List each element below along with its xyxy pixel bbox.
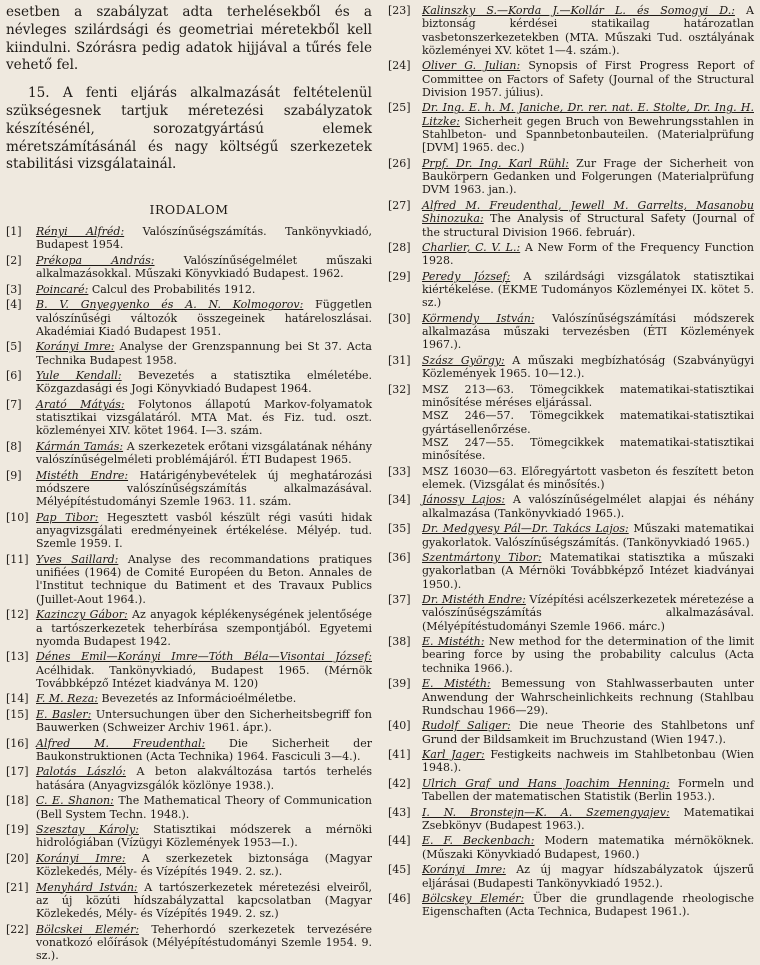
reference-item (388, 312, 754, 352)
reference-author: Karl Jager: (422, 748, 485, 762)
reference-item (6, 692, 372, 705)
reference-body (36, 650, 372, 690)
reference-item (6, 340, 372, 367)
reference-number: [38] (388, 635, 411, 649)
reference-item (6, 737, 372, 764)
reference-author: Ulrich Graf und Hans Joachim Henning: (422, 776, 670, 790)
reference-text: Untersuchungen über den Sicherheitsbegriff fon Bauwerken (Schweizer Archiv 1961. ápr.). (36, 707, 372, 735)
reference-body (422, 465, 754, 492)
references-heading: IRODALOM (149, 202, 229, 218)
reference-text: Über die grundlagende rheologische Eigenschaften (Acta Technica, Budapest 1961.). (422, 892, 754, 919)
reference-number: [21] (6, 880, 29, 894)
reference-number: [9] (6, 468, 22, 482)
reference-item (6, 852, 372, 879)
reference-body (422, 493, 754, 520)
reference-author: Körmendy István: (422, 311, 535, 325)
reference-text: Matematikai Zsebkönyv (Budapest 1963.). (422, 805, 754, 832)
reference-item (388, 354, 754, 381)
reference-number: [20] (6, 851, 29, 865)
reference-text: A tartószerkezetek méretezési elveiről, az új közúti hídszabályzattal kapcsolatban (Magyar Közlekedés, Mély- és Vízépítés 1949. 2. sz.) (36, 880, 373, 921)
reference-body (36, 794, 372, 821)
reference-item (6, 708, 372, 735)
reference-author: Szentmártony Tibor: (422, 551, 542, 565)
reference-item (6, 369, 372, 396)
reference-body (36, 765, 372, 792)
reference-number: [45] (388, 863, 411, 877)
reference-text: Az új magyar hídszabályzatok újszerű eljárásai (Budapesti Tankönyvkiadó 1952.). (422, 863, 754, 890)
reference-author: Prpf. Dr. Ing. Karl Rühl: (422, 156, 569, 170)
reference-number: [25] (388, 101, 411, 115)
reference-author: Palotás László: (36, 765, 126, 779)
reference-item (388, 101, 754, 154)
reference-author: Szesztay Károly: (36, 823, 139, 837)
reference-body (36, 511, 372, 551)
reference-author: F. M. Reza: (36, 692, 99, 706)
reference-author: Oliver G. Julian: (422, 59, 521, 73)
reference-author: Dr. Medgyesy Pál—Dr. Takács Lajos: (422, 522, 629, 536)
reference-number: [11] (6, 552, 29, 566)
reference-item (388, 522, 754, 549)
reference-author: Kalinszky S.—Korda J.—Kollár L. és Somogyi D.: (422, 4, 735, 17)
reference-author: Rényi Alfréd: (36, 225, 125, 239)
reference-item (388, 465, 754, 492)
reference-number: [19] (6, 823, 29, 837)
reference-item (388, 677, 754, 717)
reference-item (6, 469, 372, 509)
reference-body (36, 225, 372, 252)
reference-body (422, 522, 754, 549)
reference-author: E. F. Beckenbach: (422, 834, 535, 848)
reference-author: Kármán Tamás: (36, 439, 124, 453)
reference-text: A műszaki megbízhatóság (Szabványügyi Közlemények 1965. 10—12.). (422, 353, 755, 381)
reference-item (6, 650, 372, 690)
reference-number: [33] (388, 464, 411, 478)
reference-item (6, 553, 372, 606)
reference-item (388, 157, 754, 197)
reference-author: E. Mistéth: (422, 677, 491, 691)
reference-author: Dr. Mistéth Endre: (422, 593, 526, 607)
reference-item (388, 383, 754, 463)
reference-text: Formeln und Tabellen der matematischen Statistik (Berlin 1953.). (422, 776, 754, 804)
reference-text: Vízépítési acélszerkezetek méretezése a valószínűségszámítás alkalmazásával. (Mélyépítéstudományi Szemle 1966. márc.) (422, 593, 755, 633)
reference-body (422, 777, 754, 804)
reference-item (388, 834, 754, 861)
reference-item (388, 719, 754, 746)
intro-text (6, 4, 372, 174)
reference-text: Matematikai statisztika a műszaki gyakorlatban (A Mérnöki Továbbképző Intézet kiadványai 1950.). (422, 551, 754, 591)
reference-author: Korányi Imre: (422, 863, 506, 877)
reference-text: A szerkezetek erőtani vizsgálatának néhány valószínűségelméleti problémájáról. ÉTI Budapest 1965. (36, 439, 372, 467)
reference-author: Yves Saillard: (36, 552, 119, 566)
reference-text: Határigénybevételek új meghatározási módszere valószínűségszámítás alkalmazásával. Mélyépítéstudományi Szemle 1963. 11. szám. (36, 468, 372, 509)
reference-author: Dénes Emil—Korányi Imre—Tóth Béla—Visontai József: (36, 650, 372, 664)
reference-text: A szerkezetek biztonsága (Magyar Közlekedés, Mély- és Vízépítés 1949. 2. sz.). (36, 851, 372, 879)
reference-number: [14] (6, 692, 29, 706)
reference-number: [42] (388, 776, 411, 790)
reference-body (422, 892, 754, 919)
reference-number: [6] (6, 369, 22, 383)
reference-number: [24] (388, 59, 411, 73)
reference-text: Die neue Theorie des Stahlbetons unf Grund der Bildsamkeit im Bruchzustand (Wien 1947.). (422, 719, 755, 746)
reference-author: Jánossy Lajos: (422, 493, 506, 507)
reference-item (388, 593, 754, 633)
reference-text: A biztonság kérdései statikailag határozatlan vasbetonszerkezetekben (MTA. Műszaki Tud. osztályának közleményei XV. kötet 1—4. szám.). (422, 4, 754, 57)
reference-item (6, 254, 372, 281)
reference-body (36, 254, 372, 281)
reference-item (388, 551, 754, 591)
reference-author: Rudolf Saliger: (422, 719, 511, 733)
reference-text: Analyse des recommandations pratiques unifiées (1964) de Comité Européen du Beton. Annales de l'Institut technique du Batiment et des Travaux Publics (Juillet-Aout 1964.). (36, 552, 373, 606)
reference-number: [17] (6, 765, 29, 779)
reference-body (422, 199, 754, 239)
reference-body (422, 312, 754, 352)
reference-author: B. V. Gnyegyenko és A. N. Kolmogorov: (36, 298, 304, 312)
reference-body (36, 708, 372, 735)
reference-item (6, 881, 372, 921)
reference-item (388, 806, 754, 833)
reference-number: [37] (388, 593, 411, 607)
reference-text: Az anyagok képlékenységének jelentősége a tartószerkezetek teherbírása szempontjából. Egyetemi nyomda Budapest 1942. (36, 608, 372, 648)
reference-number: [12] (6, 608, 29, 622)
left-column (6, 4, 372, 965)
reference-author: Korányi Imre: (36, 340, 115, 354)
reference-number: [46] (388, 892, 411, 906)
reference-body (422, 101, 754, 154)
reference-author: Menyhárd István: (36, 880, 138, 894)
reference-author: I. N. Bronstejn—K. A. Szemengyajev: (422, 805, 670, 819)
reference-body (36, 692, 372, 705)
reference-body (422, 834, 754, 861)
reference-number: [43] (388, 805, 411, 819)
reference-body (422, 677, 754, 717)
reference-body (422, 863, 754, 890)
reference-text: Teherhordó szerkezetek tervezésére vonatkozó előírások (Mélyépítéstudományi Szemle 1954. 9. sz.). (36, 922, 373, 963)
reference-number: [18] (6, 794, 29, 808)
reference-author: Prékopa András: (36, 253, 155, 267)
reference-text: The Analysis of Structural Safety (Journal of the structural Division 1966. február). (422, 212, 754, 239)
reference-body (422, 59, 754, 99)
reference-text: The Mathematical Theory of Communication (Bell System Techn. 1948.). (36, 794, 373, 821)
reference-author: Pap Tibor: (36, 510, 99, 524)
reference-number: [16] (6, 736, 29, 750)
intro-paragraph-2: 15. A fenti eljárás alkalmazását feltételenül szükségesnek tartjuk méretezési szabályzatok készítésénél, sorozatgyártású elemek méretszámításánál és nagy költségű szerkezetek stabilitási vizsgálatainál. (6, 85, 372, 173)
reference-author: Alfred M. Freudenthal, Jewell M. Garrelts, Masanobu Shinozuka: (422, 198, 754, 226)
reference-text: Bevezetés a statisztika elméletébe. Közgazdasági és Jogi Könyvkiadó Budapest 1964. (36, 369, 372, 396)
reference-item (6, 298, 372, 338)
reference-text: MSZ 16030—63. Előregyártott vasbeton és feszített beton elemek. (Vizsgálat és minősítés.) (422, 464, 754, 491)
reference-text: Sicherheit gegen Bruch von Bewehrungsstahlen in Stahlbeton- und Spannbetonbauteilen. (Materialprüfung [DVM] 1965. dec.) (422, 114, 754, 155)
reference-item (388, 59, 754, 99)
reference-author: Korányi Imre: (36, 851, 126, 865)
reference-number: [34] (388, 493, 411, 507)
reference-author: Yule Kendall: (36, 369, 122, 383)
reference-author: Bölcskei Elemér: (36, 922, 140, 936)
reference-number: [29] (388, 269, 411, 283)
reference-body (422, 4, 754, 57)
reference-text: Valószínűségszámítási módszerek alkalmazása műszaki tervezésben (ÉTI Közlemények 1967.). (422, 311, 754, 352)
reference-number: [44] (388, 834, 411, 848)
reference-text: A szilárdsági vizsgálatok statisztikai kiértékelése. (ÉKME Tudományos Közleményei IX. kötet 5. sz.) (422, 269, 755, 310)
reference-text: Valószínűségelmélet műszaki alkalmazásokkal. Műszaki Könyvkiadó Budapest. 1962. (36, 253, 372, 281)
reference-number: [5] (6, 340, 22, 354)
reference-author: E. Basler: (36, 707, 92, 721)
reference-text: Zur Frage der Sicherheit von Baukörpern Gedanken und Folgerungen (Materialprüfung DVM 1963. jan.). (422, 156, 754, 197)
reference-item (388, 777, 754, 804)
reference-number: [26] (388, 156, 411, 170)
reference-author: Poincaré: (36, 282, 89, 296)
reference-body (36, 608, 372, 648)
reference-author: E. Mistéth: (422, 635, 485, 649)
reference-item (388, 748, 754, 775)
reference-author: Peredy József: (422, 269, 511, 283)
reference-text: Die Sicherheit der Baukonstruktionen (Acta Technika) 1964. Fasciculi 3—4.). (36, 736, 372, 763)
reference-list-right (388, 4, 754, 919)
reference-number: [13] (6, 650, 29, 664)
reference-number: [2] (6, 253, 22, 267)
reference-author: Mistéth Endre: (36, 468, 129, 482)
reference-text: A beton alakváltozása tartós terhelés hatására (Anyagvizsgálók közlönye 1938.). (36, 765, 372, 792)
reference-text: Valószínűségszámítás. Tankönyvkiadó, Budapest 1954. (36, 225, 373, 252)
reference-body (422, 748, 754, 775)
reference-author: Arató Mátyás: (36, 397, 125, 411)
reference-body (36, 852, 372, 879)
reference-body (422, 551, 754, 591)
reference-number: [30] (388, 311, 411, 325)
reference-line: MSZ 213—63. Tömegcikkek matematikai-statisztikai minősítése méréses eljárással. (422, 382, 754, 409)
intro-paragraph-1: esetben a szabályzat adta terhelésekből és a névleges szilárdsági és geometriai méretekből kell kiindulni. Szórásra pedig adatok hijjával a tűrés fele vehető fel. (6, 4, 372, 74)
reference-body (36, 737, 372, 764)
right-column (388, 4, 754, 921)
reference-number: [27] (388, 198, 411, 212)
reference-item (388, 493, 754, 520)
reference-author: C. E. Shanon: (36, 794, 114, 808)
reference-author: Alfred M. Freudenthal: (36, 736, 206, 750)
reference-body (36, 923, 372, 963)
reference-line: MSZ 246—57. Tömegcikkek matematikai-statisztikai gyártásellenőrzése. (422, 409, 754, 436)
reference-item (388, 270, 754, 310)
reference-body (36, 369, 372, 396)
reference-body (422, 806, 754, 833)
reference-author: Kazinczy Gábor: (36, 608, 128, 622)
reference-number: [39] (388, 677, 411, 691)
reference-body (422, 270, 754, 310)
reference-body (422, 354, 754, 381)
reference-body (36, 398, 372, 438)
reference-number: [36] (388, 551, 411, 565)
reference-number: [8] (6, 439, 22, 453)
reference-item (388, 4, 754, 57)
reference-text: Statisztikai módszerek a mérnöki hidrológiában (Vízügyi Közlemények 1953—I.). (36, 823, 372, 850)
reference-body (422, 157, 754, 197)
reference-item (6, 440, 372, 467)
reference-text: Bevezetés az Informácioélméletbe. (101, 692, 297, 706)
reference-item (388, 863, 754, 890)
reference-number: [31] (388, 353, 411, 367)
reference-text: Bemessung von Stahlwasserbauten unter Anwendung der Wahrscheinlichkeits rechnung (Stahlbau Rundschau 1966—29). (422, 677, 754, 717)
reference-body (36, 469, 372, 509)
reference-text: A New Form of the Frequency Function 1928. (422, 240, 754, 268)
reference-body (36, 340, 372, 367)
reference-text: Calcul des Probabilités 1912. (91, 282, 256, 296)
reference-number: [4] (6, 298, 22, 312)
reference-body (36, 440, 372, 467)
reference-number: [15] (6, 707, 29, 721)
reference-text: Synopsis of First Progress Report of Committee on Factors of Safety (Journal of the Structural Division 1957. július). (422, 59, 754, 99)
reference-body (422, 719, 754, 746)
reference-body (36, 553, 372, 606)
reference-item (6, 398, 372, 438)
reference-item (6, 823, 372, 850)
reference-item (6, 765, 372, 792)
reference-text: Folytonos állapotú Markov-folyamatok statisztikai vizsgálatáról. MTA Mat. és Fiz. tud. oszt. közleményei XIV. kötet 1964. I—3. szám. (36, 397, 372, 438)
reference-author: Dr. Ing. E. h. M. Janiche, Dr. rer. nat. E. Stolte, Dr. Ing. H. Litzke: (422, 101, 754, 128)
reference-number: [3] (6, 282, 22, 296)
reference-item (388, 241, 754, 268)
reference-number: [28] (388, 240, 411, 254)
reference-number: [23] (388, 4, 411, 17)
reference-text: Analyse der Grenzspannung bei St 37. Acta Technika Budapest 1958. (36, 340, 372, 367)
reference-author: Szász György: (422, 353, 505, 367)
reference-number: [41] (388, 748, 411, 762)
reference-author: Bölcskey Elemér: (422, 892, 525, 906)
reference-body (422, 383, 754, 463)
reference-number: [1] (6, 225, 22, 239)
reference-body (422, 241, 754, 268)
reference-body (36, 298, 372, 338)
reference-text: Hegesztett vasból készült régi vasúti hidak anyagvizsgálati eredményeinek értékelése. Mélyép. tud. Szemle 1959. I. (36, 510, 372, 551)
reference-body (36, 881, 372, 921)
reference-item (6, 225, 372, 252)
reference-line: MSZ 247—55. Tömegcikkek matematikai-statisztikai minősítése. (422, 435, 754, 463)
reference-number: [10] (6, 510, 29, 524)
reference-item (388, 199, 754, 239)
reference-number: [32] (388, 382, 411, 396)
reference-item (6, 283, 372, 296)
reference-item (6, 794, 372, 821)
reference-body (422, 635, 754, 675)
reference-item (6, 923, 372, 963)
reference-text: Modern matematika mérnököknek. (Műszaki Könyvkiadó Budapest, 1960.) (422, 834, 755, 861)
reference-text: A valószínűségelmélet alapjai és néhány alkalmazása (Tankönyvkiadó 1965.). (422, 493, 754, 520)
reference-text: Festigkeits nachweis im Stahlbetonbau (Wien 1948.). (422, 748, 754, 775)
reference-number: [22] (6, 922, 29, 936)
reference-number: [7] (6, 397, 22, 411)
reference-number: [35] (388, 522, 411, 536)
reference-text: Független valószínűségi változók összegeinek határeloszlásai. Akadémiai Kiadó Budapest 1951. (36, 298, 373, 338)
reference-item (388, 635, 754, 675)
reference-text: Acélhidak. Tankönyvkiadó, Budapest 1965. (Mérnök Továbbképző Intézet kiadványa M. 120) (36, 663, 372, 690)
reference-text: New method for the determination of the limit bearing force by using the probability calculus (Acta technika 1966.). (422, 635, 754, 675)
reference-text: Műszaki matematikai gyakorlatok. Valószínűségszámítás. (Tankönyvkiadó 1965.) (422, 522, 754, 549)
reference-item (6, 511, 372, 551)
reference-number: [40] (388, 719, 411, 733)
reference-author: Charlier, C. V. L.: (422, 240, 521, 254)
reference-item (6, 608, 372, 648)
reference-item (388, 892, 754, 919)
reference-list-left (6, 225, 372, 962)
reference-body (36, 283, 372, 296)
reference-body (36, 823, 372, 850)
reference-body (422, 593, 754, 633)
